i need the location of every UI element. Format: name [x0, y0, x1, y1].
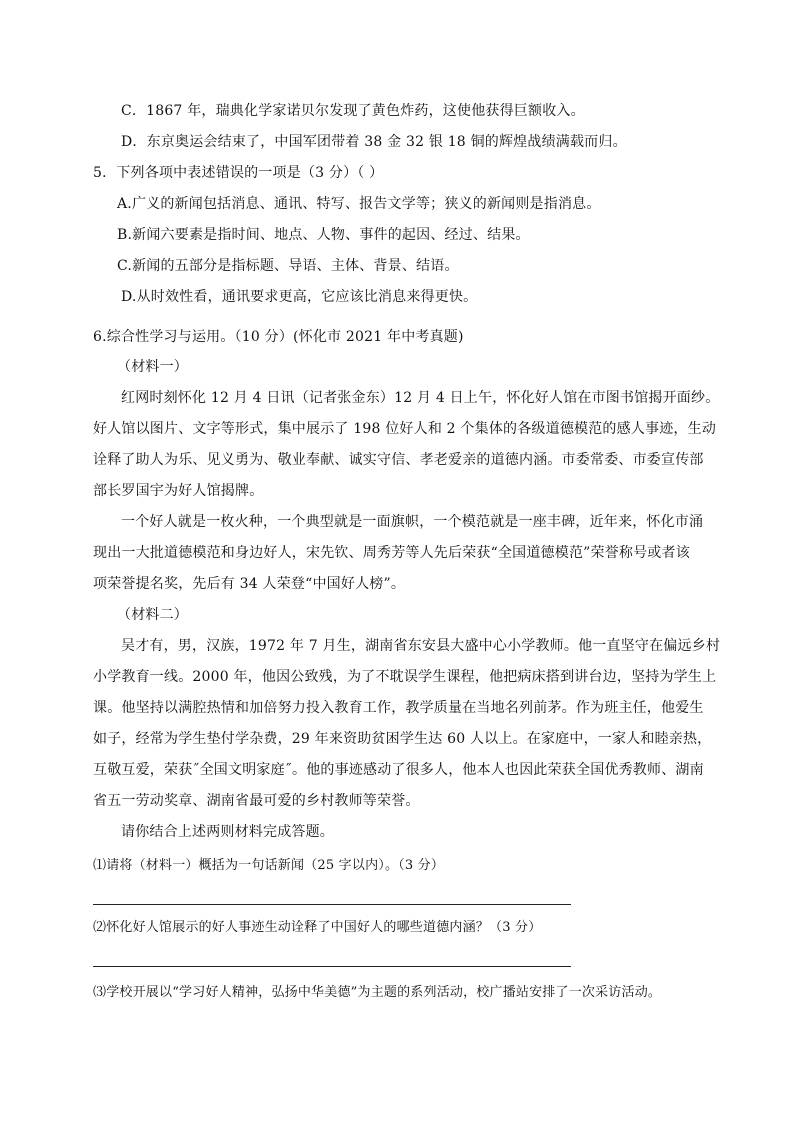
material2-p1-line: 互敬互爱，荣获˝全国文明家庭˝。他的事迹感动了很多人，他本人也因此荣获全国优秀教师、湖南	[93, 762, 704, 778]
material2-p1-line: 省五一劳动奖章、湖南省最可爱的乡村教师等荣誉。	[93, 793, 420, 809]
q4-option-d: D．东京奥运会结束了，中国军团带着 38 金 32 银 18 铜的辉煌战绩满载而归。	[121, 134, 627, 150]
material1-p1-line: 好人馆以图片、文字等形式，集中展示了 198 位好人和 2 个集体的各级道德模范的感人事迹，生动	[93, 421, 717, 437]
material2-label: （材料二）	[117, 607, 188, 623]
material1-p1-line: 红网时刻怀化 12 月 4 日讯（记者张金东）12 月 4 日上午，怀化好人馆在市图书馆揭开面纱。	[121, 390, 720, 406]
material1-p2-line: 一个好人就是一枚火种，一个典型就是一面旗帜，一个模范就是一座丰碑，近年来，怀化市涌	[121, 514, 704, 530]
material1-label: （材料一）	[117, 359, 188, 375]
material2-p1-line: 课。他坚持以满腔热情和加倍努力投入教育工作，教学质量在当地名列前茅。作为班主任，他爱生	[93, 700, 704, 716]
material2-p1-line: 小学教育一线。2000 年，他因公致残，为了不耽误学生课程，他把病床搭到讲台边，坚持为学生上	[93, 669, 717, 685]
sub-question-3: ⑶学校开展以“学习好人精神，弘扬中华美德”为主题的系列活动，校广播站安排了一次采访活动。	[93, 985, 662, 1000]
sub-question-1: ⑴请将（材料一）概括为一句话新闻（25 字以内）。（3 分）	[93, 858, 445, 873]
sub-question-2: ⑵怀化好人馆展示的好人事迹生动诠释了中国好人的哪些道德内涵？（3 分）	[93, 920, 542, 935]
material2-p1-line: 如子，经常为学生垫付学杂费，29 年来资助贫困学生达 60 人以上。在家庭中，一家人和睦亲热，	[93, 731, 712, 747]
material1-p1-line: 部长罗国宇为好人馆揭牌。	[93, 483, 264, 499]
material1-p2-line: 现出一大批道德模范和身边好人，宋先钦、周秀芳等人先后荣获“全国道德模范”荣誉称号或者该	[93, 545, 690, 561]
material1-p1-line: 诠释了助人为乐、见义勇为、敬业奉献、诚实守信、孝老爱亲的道德内涵。市委常委、市委宣传部	[93, 452, 704, 468]
q5-stem: 5．下列各项中表述错误的一项是（3 分）（ ）	[93, 165, 384, 181]
material2-p1-line: 吴才有，男，汉族，1972 年 7 月生，湖南省东安县大盛中心小学教师。他一直坚守在偏远乡村	[121, 638, 721, 654]
instruction-text: 请你结合上述两则材料完成答题。	[121, 824, 334, 840]
q6-stem: 6.综合性学习与运用。（10 分）(怀化市 2021 年中考真题)	[93, 329, 464, 345]
q5-option-a: A.广义的新闻包括消息、通讯、特写、报告文学等；狭义的新闻则是指消息。	[117, 196, 601, 212]
material1-p2-line: 项荣誉提名奖，先后有 34 人荣登“中国好人榜”。	[93, 576, 406, 592]
q5-option-c: C.新闻的五部分是指标题、导语、主体、背景、结语。	[117, 258, 459, 274]
q5-option-d: D.从时效性看，通讯要求更高，它应该比消息来得更快。	[121, 289, 478, 305]
q5-option-b: B.新闻六要素是指时间、地点、人物、事件的起因、经过、结果。	[117, 227, 530, 243]
answer-line-1[interactable]	[93, 904, 571, 905]
answer-line-2[interactable]	[93, 966, 571, 967]
q4-option-c: C．1867 年，瑞典化学家诺贝尔发现了黄色炸药，这使他获得巨额收入。	[121, 103, 585, 119]
